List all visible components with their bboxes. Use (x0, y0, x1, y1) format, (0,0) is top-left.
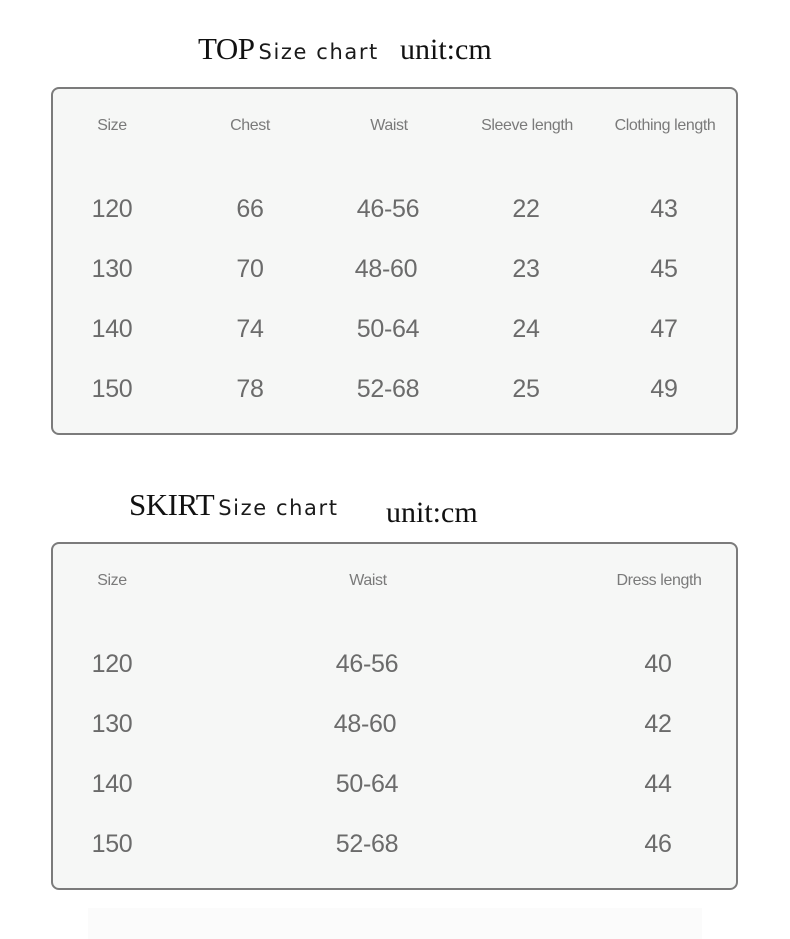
skirt-unit-label: unit:cm (386, 496, 478, 529)
top-size-table (51, 87, 738, 435)
table-cell: 24 (512, 315, 540, 343)
header-dress-length: Dress length (616, 572, 702, 589)
table-cell: 130 (91, 710, 133, 738)
skirt-size-chart-title (129, 487, 339, 523)
header-chest: Chest (230, 117, 270, 134)
table-cell: 70 (236, 255, 264, 283)
table-cell: 45 (650, 255, 678, 283)
table-cell: 52-68 (335, 830, 399, 858)
table-cell: 66 (236, 195, 264, 223)
table-cell: 130 (91, 255, 133, 283)
table-cell: 48-60 (354, 255, 418, 283)
table-cell: 140 (91, 315, 133, 343)
table-cell: 43 (650, 195, 678, 223)
header-size: Size (97, 117, 127, 134)
table-cell: 47 (650, 315, 678, 343)
table-cell: 140 (91, 770, 133, 798)
table-cell: 46-56 (356, 195, 420, 223)
table-cell: 50-64 (335, 770, 399, 798)
table-cell: 48-60 (333, 710, 397, 738)
table-cell: 78 (236, 375, 264, 403)
table-cell: 150 (91, 375, 133, 403)
header-clothing-length: Clothing length (614, 117, 716, 134)
skirt-title-main: SKIRT (129, 487, 215, 522)
top-title-sub: Size chart (258, 40, 379, 64)
header-waist: Waist (349, 572, 387, 589)
table-cell: 42 (644, 710, 672, 738)
table-cell: 120 (91, 195, 133, 223)
table-cell: 49 (650, 375, 678, 403)
top-size-chart-title (198, 31, 379, 67)
table-cell: 25 (512, 375, 540, 403)
table-cell: 22 (512, 195, 540, 223)
table-cell: 120 (91, 650, 133, 678)
header-waist: Waist (370, 117, 408, 134)
table-cell: 150 (91, 830, 133, 858)
bottom-panel-edge (88, 908, 702, 939)
table-cell: 23 (512, 255, 540, 283)
header-size: Size (97, 572, 127, 589)
table-cell: 46 (644, 830, 672, 858)
table-cell: 50-64 (356, 315, 420, 343)
top-title-main: TOP (198, 31, 255, 66)
table-cell: 44 (644, 770, 672, 798)
table-cell: 74 (236, 315, 264, 343)
top-unit-label: unit:cm (400, 33, 492, 66)
table-cell: 40 (644, 650, 672, 678)
skirt-size-table (51, 542, 738, 890)
header-sleeve-length: Sleeve length (481, 117, 573, 134)
table-cell: 46-56 (335, 650, 399, 678)
skirt-title-sub: Size chart (218, 496, 339, 520)
table-cell: 52-68 (356, 375, 420, 403)
